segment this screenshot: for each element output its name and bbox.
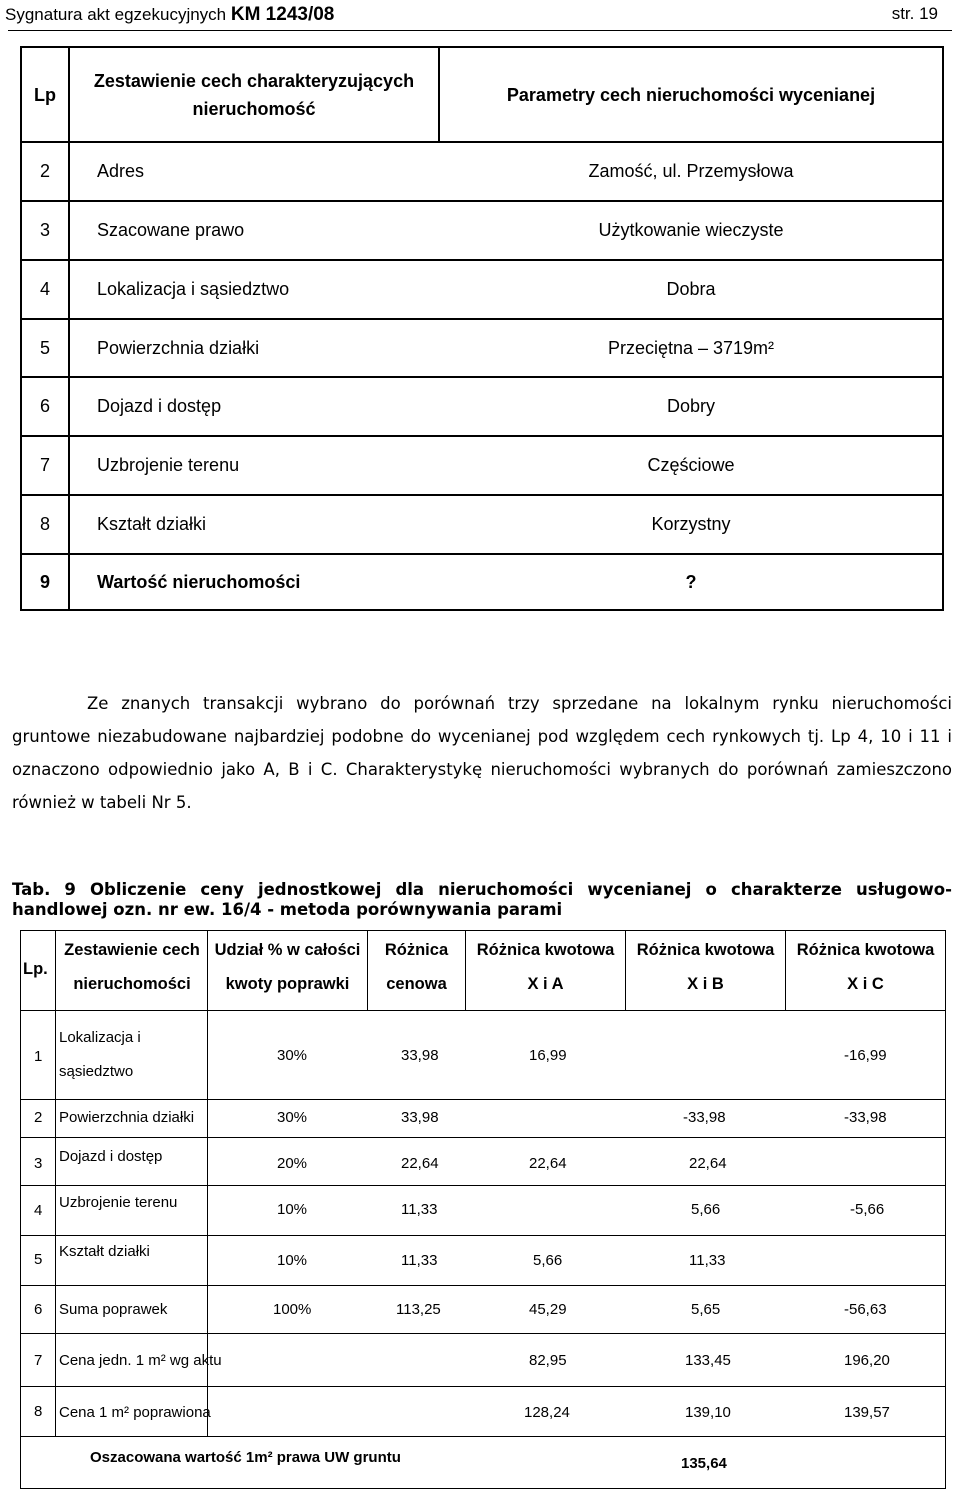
row-feature: Cena 1 m² poprawiona	[59, 1404, 211, 1421]
row-lp: 7	[34, 1352, 43, 1369]
row-xa: 16,99	[529, 1047, 567, 1064]
row-diff: 22,64	[401, 1155, 439, 1172]
table2-caption: Tab. 9 Obliczenie ceny jednostkowej dla nieruchomości wycenianej o charakterze usługowo-handlowej ozn. nr ew. 16/4 - metoda porównywania parami	[12, 880, 952, 919]
table1-row	[22, 143, 942, 202]
table1-row	[22, 378, 942, 437]
estimated-value-label: Oszacowana wartość 1m² prawa UW gruntu	[90, 1449, 401, 1466]
row-xa: 82,95	[529, 1352, 567, 1369]
row-feature: Adres	[97, 161, 145, 181]
row-xa: 22,64	[529, 1155, 567, 1172]
row-feature: Cena jedn. 1 m² wg aktu	[59, 1352, 222, 1369]
row-feature: Lokalizacja i sąsiedztwo	[97, 279, 290, 299]
table1-row	[22, 320, 942, 378]
table2-head-diff: Różnica	[384, 941, 449, 959]
row-lp: 7	[39, 455, 50, 475]
row-divider	[21, 1386, 945, 1387]
case-signature	[5, 4, 334, 26]
row-lp: 4	[34, 1202, 43, 1219]
table1-row	[22, 496, 942, 555]
table2-head-xb: X i B	[687, 975, 724, 993]
row-value: Dobry	[666, 396, 715, 416]
row-xc: -33,98	[844, 1109, 887, 1126]
row-feature: Lokalizacja i	[59, 1029, 141, 1046]
row-lp: 8	[34, 1403, 43, 1420]
row-lp: 4	[39, 279, 50, 299]
row-value: ?	[685, 571, 697, 592]
row-share: 30%	[277, 1109, 308, 1126]
table1-col-divider	[68, 48, 70, 609]
table1-header-row	[22, 48, 942, 143]
row-xc: 196,20	[844, 1352, 890, 1369]
row-xb: 11,33	[689, 1252, 726, 1269]
row-lp: 3	[39, 220, 50, 240]
row-lp: 2	[39, 161, 50, 181]
row-lp: 6	[34, 1301, 43, 1318]
row-feature: Uzbrojenie terenu	[59, 1194, 178, 1211]
row-feature: Wartość nieruchomości	[97, 571, 301, 592]
col-divider	[55, 931, 56, 1436]
table1-col-divider	[438, 48, 440, 143]
pairwise-comparison-table	[20, 930, 946, 1489]
row-feature: Uzbrojenie terenu	[97, 455, 240, 475]
row-lp: 2	[34, 1109, 43, 1126]
table2-head-feature: Zestawienie cech	[64, 941, 200, 959]
table2-head-share: kwoty poprawki	[225, 975, 350, 993]
row-divider	[21, 1137, 945, 1138]
table2-head-xb: Różnica kwotowa	[636, 941, 775, 959]
row-xb: 5,65	[691, 1301, 721, 1318]
header-divider	[8, 30, 952, 31]
row-feature: Szacowane prawo	[97, 220, 245, 240]
table1-row	[22, 437, 942, 496]
row-divider	[21, 1185, 945, 1186]
row-divider	[21, 1010, 945, 1011]
row-feature: sąsiedztwo	[59, 1063, 134, 1080]
row-value: Częściowe	[647, 455, 735, 475]
case-number: KM 1243/08	[230, 4, 335, 25]
row-diff: 33,98	[401, 1109, 439, 1126]
table2-head-xc: Różnica kwotowa	[796, 941, 935, 959]
row-xb: 22,64	[689, 1155, 727, 1172]
estimated-value: 135,64	[681, 1455, 727, 1472]
table2-head-xa: Różnica kwotowa	[476, 941, 615, 959]
row-share: 10%	[277, 1201, 308, 1218]
row-value: Zamość, ul. Przemysłowa	[588, 161, 794, 181]
page-header	[5, 4, 938, 28]
row-lp: 3	[34, 1155, 43, 1172]
table1-row	[22, 261, 942, 320]
row-divider	[21, 1235, 945, 1236]
row-xa: 128,24	[524, 1404, 570, 1421]
row-feature: Kształt działki	[59, 1243, 150, 1260]
row-lp: 6	[39, 396, 50, 416]
table2-head-lp: Lp.	[23, 960, 48, 978]
row-diff: 11,33	[401, 1201, 438, 1218]
table2-head-share: Udział % w całości	[214, 941, 361, 959]
property-features-table	[20, 46, 944, 611]
row-feature: Powierzchnia działki	[97, 337, 260, 358]
row-value: Korzystny	[651, 514, 731, 534]
row-xa: 45,29	[529, 1301, 567, 1318]
row-xc: -56,63	[844, 1301, 887, 1318]
row-divider	[21, 1436, 945, 1437]
row-share: 10%	[277, 1252, 308, 1269]
row-share: 20%	[277, 1155, 308, 1172]
row-divider	[21, 1333, 945, 1334]
table2-head-diff: cenowa	[386, 975, 447, 993]
row-xc: -5,66	[850, 1201, 885, 1218]
row-xb: 139,10	[685, 1404, 731, 1421]
row-xb: 5,66	[691, 1201, 721, 1218]
row-lp: 8	[39, 514, 50, 534]
row-xc: 139,57	[844, 1404, 890, 1421]
table2-head-xc: X i C	[847, 975, 884, 993]
row-value: Użytkowanie wieczyste	[598, 220, 784, 240]
table1-head-feature: Zestawienie cech charakteryzujących nieruchomość	[93, 70, 415, 119]
body-paragraph: Ze znanych transakcji wybrano do porównań trzy sprzedane na lokalnym rynku nieruchomości gruntowe niezabudowane najbardziej podobne do wycenianej pod względem cech rynkowych tj. Lp 4, 10 i 11 i oznaczono odpowiednio jako A, B i C. Charakterystykę nieruchomości wybranych do porównań zamieszczono również w tabeli Nr 5.	[12, 694, 952, 812]
row-diff: 113,25	[396, 1301, 441, 1318]
row-feature: Powierzchnia działki	[59, 1109, 195, 1126]
row-divider	[21, 1099, 945, 1100]
row-divider	[21, 1285, 945, 1286]
row-xa: 5,66	[533, 1252, 563, 1269]
table1-row-value	[22, 555, 942, 609]
row-xb: 133,45	[685, 1352, 731, 1369]
row-lp: 5	[34, 1251, 43, 1268]
table1-head-params: Parametry cech nieruchomości wycenianej	[506, 84, 876, 105]
row-feature: Dojazd i dostęp	[97, 396, 222, 416]
row-feature: Kształt działki	[97, 514, 207, 534]
page-number: str. 19	[891, 4, 938, 23]
table1-head-lp: Lp	[34, 84, 56, 105]
row-diff: 33,98	[401, 1047, 439, 1064]
row-xb: -33,98	[683, 1109, 726, 1126]
row-value: Dobra	[666, 279, 716, 299]
row-lp: 5	[39, 337, 50, 358]
row-feature: Dojazd i dostęp	[59, 1148, 163, 1165]
case-label: Sygnatura akt egzekucyjnych	[5, 5, 227, 24]
row-share: 100%	[273, 1301, 312, 1318]
row-diff: 11,33	[401, 1252, 438, 1269]
row-lp: 9	[39, 571, 50, 592]
row-share: 30%	[277, 1047, 308, 1064]
table2-head-xa: X i A	[527, 975, 564, 993]
row-xc: -16,99	[844, 1047, 887, 1064]
row-lp: 1	[34, 1048, 43, 1065]
table2-head-feature: nieruchomości	[73, 975, 191, 993]
table1-row	[22, 202, 942, 261]
row-feature: Suma poprawek	[59, 1301, 168, 1318]
row-value: Przeciętna – 3719m²	[607, 337, 775, 358]
